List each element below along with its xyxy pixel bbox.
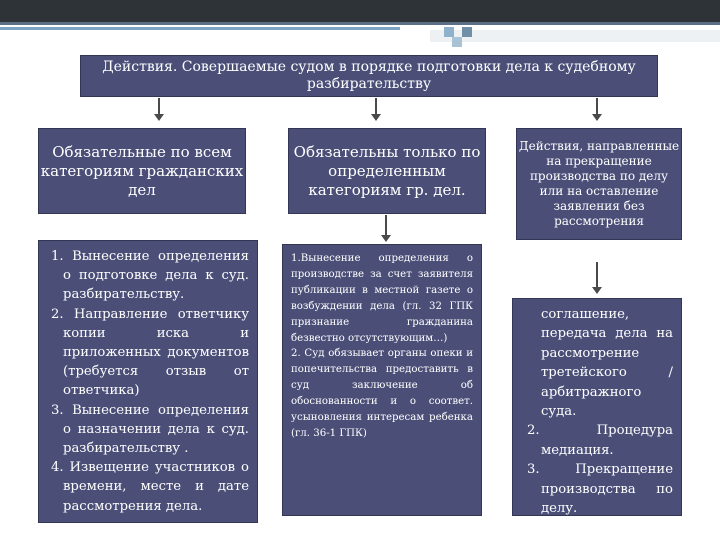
column-heading: Действия, направленные на прекращение производства по делу или на оставление заявления без рассмотрения bbox=[516, 128, 682, 240]
arrow-down bbox=[385, 215, 387, 236]
header-light-stripe bbox=[430, 30, 720, 42]
list-item: 1. Вынесение определения о подготовке дела к суд. разбирательству. bbox=[51, 249, 249, 303]
list-item: 3. Вынесение определения о назначении дела к суд. разбирательству . bbox=[51, 402, 249, 457]
arrow-down bbox=[596, 98, 598, 115]
header-square bbox=[444, 27, 454, 37]
slide-top-bar bbox=[0, 0, 720, 22]
header-accent-stripe bbox=[0, 27, 400, 30]
list-item: 2. Направление ответчику копии иска и приложенных документов (требуется отзыв от ответчика) bbox=[51, 306, 249, 399]
header-square bbox=[452, 37, 462, 47]
arrow-down bbox=[375, 98, 377, 115]
arrow-down bbox=[158, 98, 160, 115]
header-stripe bbox=[0, 22, 720, 25]
list-item: 3. Прекращение производства по делу. bbox=[527, 462, 673, 517]
list-item: 1.Вынесение определения о производстве за счет заявителя публикации в местной газете о возбуждении дела (гл. 32 ГПК признание гражданина безвестно отсутствующим…) bbox=[291, 253, 473, 344]
list-box-termination bbox=[512, 298, 682, 516]
list-item: соглашение, передача дела на рассмотрение третейского / арбитражного суда. bbox=[541, 307, 673, 420]
list-box-mandatory-specific bbox=[282, 244, 482, 516]
list-box-mandatory-all bbox=[38, 240, 258, 523]
arrow-down bbox=[596, 262, 598, 288]
header-square bbox=[462, 27, 472, 37]
diagram-title: Действия. Совершаемые судом в порядке подготовки дела к судебному разбирательству bbox=[80, 55, 658, 97]
list-item: 4. Извещение участников о времени, месте и дате рассмотрения дела. bbox=[51, 460, 249, 514]
column-heading: Обязательные по всем категориям гражданских дел bbox=[38, 128, 246, 214]
list-item: 2. Процедура медиация. bbox=[527, 423, 673, 458]
column-heading: Обязательны только по определенным категориям гр. дел. bbox=[288, 128, 486, 214]
list-item: 2. Суд обязывает органы опеки и попечительства предоставить в суд заключение об обоснованности и о соответ. усыновления интересам ребенка (гл. 36-1 ГПК) bbox=[291, 348, 473, 439]
